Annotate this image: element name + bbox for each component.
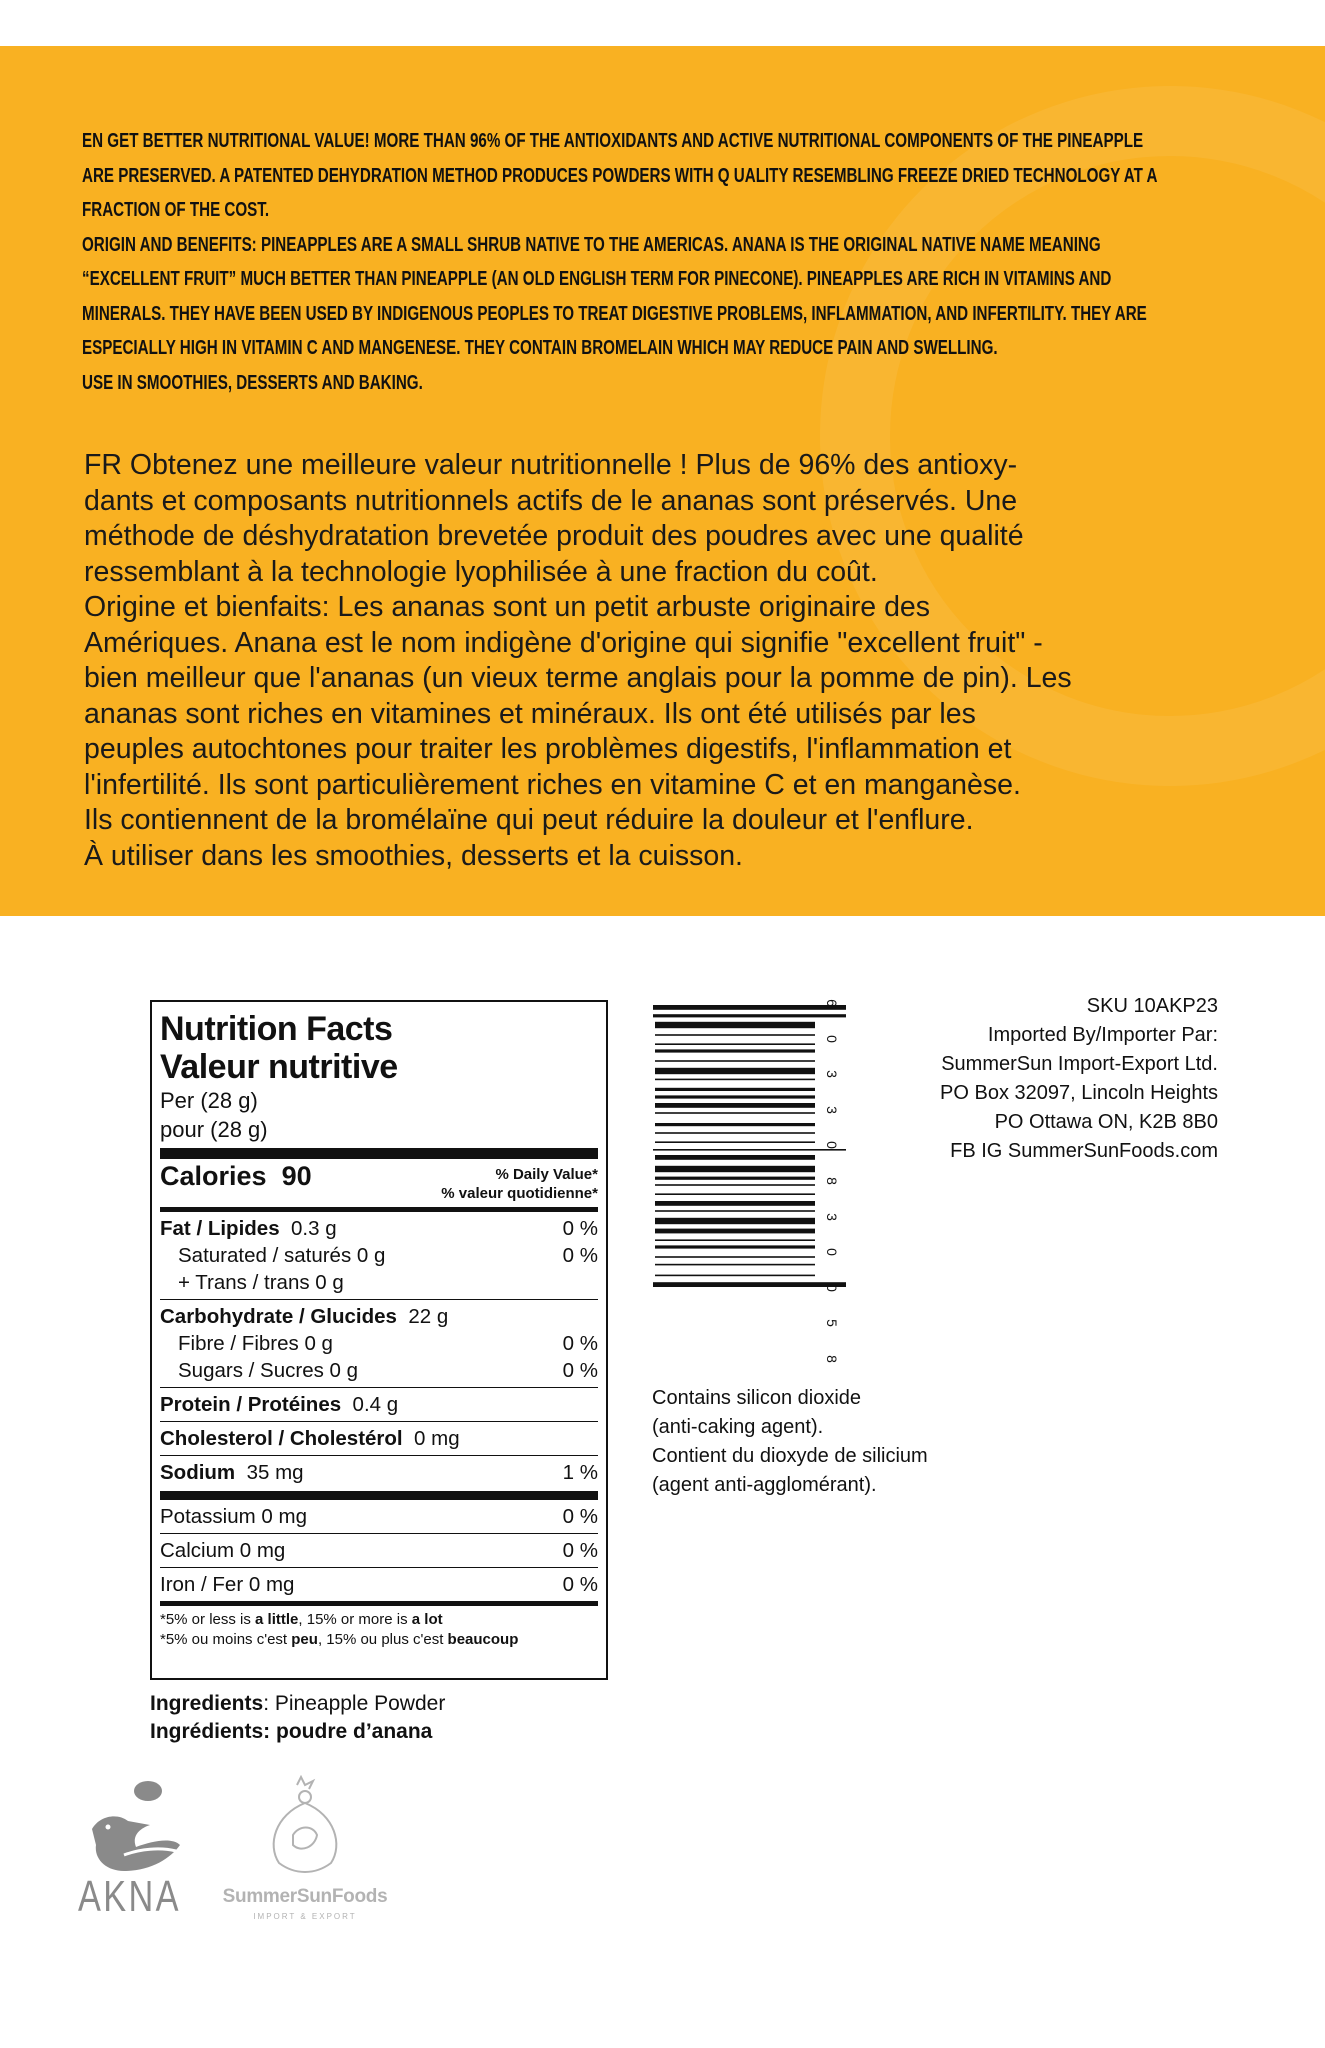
barcode-bar — [655, 1034, 815, 1036]
fr-line: ananas sont riches en vitamines et minéraux. Ils ont été utilisés par les — [84, 697, 976, 730]
calories — [160, 1161, 312, 1192]
barcode-bar — [655, 1245, 815, 1248]
fr-line: ressemblant à la technologie lyophilisée à une fraction du coût. — [84, 555, 878, 588]
calcium-row — [160, 1537, 598, 1564]
protein-label: Protein / Protéines — [160, 1393, 342, 1416]
sugars-dv: 0 % — [562, 1359, 598, 1382]
barcode-bar — [655, 1256, 815, 1258]
importer-line: Imported By/Importer Par: — [987, 1024, 1218, 1046]
iron-dv: 0 % — [562, 1573, 598, 1596]
summersun-logo — [255, 1775, 355, 1875]
iron-row — [160, 1571, 598, 1598]
additive-line: Contient du dioxyde de silicium — [652, 1445, 928, 1467]
cholesterol-row — [160, 1425, 598, 1452]
nutrition-title-fr: Valeur nutritive — [160, 1048, 398, 1086]
barcode-bar — [655, 1239, 815, 1241]
summersun-tagline: IMPORT & EXPORT — [253, 1912, 357, 1921]
iron-group — [160, 1568, 598, 1601]
akna-wordmark: AKNA — [78, 1872, 181, 1921]
saturated-trans-dv: 0 % — [562, 1244, 598, 1267]
barcode-bar — [655, 1132, 815, 1134]
footnote-emphasis: a lot — [411, 1611, 443, 1628]
additive-line: Contains silicon dioxide — [652, 1387, 862, 1409]
ingredients-fr: Ingrédients: poudre d’anana — [150, 1720, 433, 1743]
fr-line: Amériques. Anana est le nom indigène d'origine qui signifie "excellent fruit" - — [84, 626, 1043, 659]
barcode-bar — [655, 1043, 815, 1045]
additive-line: (anti-caking agent). — [652, 1416, 824, 1438]
ingredients — [150, 1690, 445, 1746]
sodium-label: Sodium — [160, 1461, 236, 1484]
saturated-label: Saturated / saturés 0 g — [178, 1244, 386, 1267]
en-line: ORIGIN AND BENEFITS: PINEAPPLES ARE A SMALL SHRUB NATIVE TO THE AMERICAS. ANANA IS THE ORIGINAL NATIVE NAME MEANING — [82, 232, 1101, 256]
fr-line: dants et composants nutritionnels actifs de le ananas sont préservés. Une — [84, 484, 1018, 517]
barcode-bar — [655, 1193, 815, 1195]
serving-size-en: Per (28 g) — [160, 1088, 258, 1113]
barcode-bar — [655, 1022, 815, 1028]
cholesterol-group — [160, 1422, 598, 1455]
barcode-bar — [655, 1201, 815, 1206]
barcode-digits — [818, 995, 846, 1367]
en-line: MINERALS. THEY HAVE BEEN USED BY INDIGENOUS PEOPLES TO TREAT DIGESTIVE PROBLEMS, INFLAMMATION, AND INFERTILITY. THEY ARE — [82, 301, 1147, 325]
footnote-text: , 15% ou plus c'est — [317, 1631, 448, 1648]
barcode-bar — [655, 1112, 815, 1114]
fr-line: À utiliser dans les smoothies, desserts et la cuisson. — [84, 839, 743, 872]
fat-row — [160, 1215, 598, 1242]
fr-line: méthode de déshydratation brevetée produit des poudres avec une qualité — [84, 520, 1024, 552]
carb-amount: 22 g — [408, 1305, 449, 1328]
summersun-wordmark: SummerSunFoods — [222, 1886, 388, 1907]
barcode-digit: 0 — [823, 1248, 840, 1257]
barcode-digit: 3 — [823, 1070, 840, 1079]
calcium-group — [160, 1534, 598, 1567]
fr-line: l'infertilité. Ils sont particulièrement riches en vitamine C et en manganèse. — [84, 768, 1021, 801]
serving-size-fr: pour (28 g) — [160, 1117, 268, 1142]
sku: SKU 10AKP23 — [1086, 995, 1218, 1017]
footnote-emphasis: beaucoup — [447, 1631, 519, 1648]
barcode-digit: 6 — [823, 999, 840, 1007]
potassium-label: Potassium 0 mg — [160, 1505, 307, 1528]
barcode-digit: 3 — [823, 1212, 840, 1221]
footnote-text: , 15% or more is — [298, 1611, 412, 1628]
nutrition-facts-table — [150, 1000, 608, 1680]
sodium-dv: 1 % — [562, 1461, 598, 1484]
divider-thick — [160, 1491, 598, 1500]
sodium-group — [160, 1456, 598, 1489]
daily-value-fr: % valeur quotidienne* — [441, 1185, 598, 1202]
ingredients-label: Ingredients — [150, 1692, 264, 1715]
fat-group — [160, 1212, 598, 1299]
description-panel — [0, 46, 1325, 916]
fibre-row — [160, 1330, 598, 1357]
fibre-label: Fibre / Fibres 0 g — [178, 1332, 333, 1355]
barcode-bar — [655, 1218, 815, 1224]
barcode-digit: 0 — [823, 1034, 840, 1043]
importer-info — [940, 992, 1218, 1166]
barcode-bar — [655, 1079, 815, 1081]
sodium-amount: 35 mg — [246, 1461, 304, 1484]
barcode-digit: 8 — [823, 1355, 840, 1363]
potassium-row — [160, 1503, 598, 1530]
sugars-label: Sugars / Sucres 0 g — [178, 1359, 359, 1382]
ingredients-en — [150, 1690, 445, 1718]
protein-row — [160, 1391, 598, 1418]
en-line: ESPECIALLY HIGH IN VITAMIN C AND MANGENESE. THEY CONTAIN BROMELAIN WHICH MAY REDUCE PAIN AND SWELLING. — [82, 336, 998, 359]
sodium-row — [160, 1459, 598, 1486]
saturated-row — [160, 1242, 598, 1269]
cholesterol-label: Cholesterol / Cholestérol — [160, 1427, 403, 1450]
barcode-bar — [655, 1123, 815, 1126]
fr-line: Origine et bienfaits: Les ananas sont un petit arbuste originaire des — [84, 591, 931, 623]
barcode-bar — [655, 1155, 815, 1160]
barcode-bar — [655, 1141, 815, 1143]
barcode-bar — [655, 1177, 815, 1180]
barcode-bar — [655, 1103, 815, 1108]
footnote-fr — [160, 1630, 598, 1650]
daily-value-header — [441, 1161, 598, 1203]
trans-label: + Trans / trans 0 g — [178, 1271, 344, 1294]
ingredients-value: : Pineapple Powder — [263, 1692, 446, 1715]
barcode-bar — [655, 1088, 815, 1091]
barcode-bar — [655, 1060, 815, 1062]
barcode-bar — [655, 1184, 815, 1186]
protein-group — [160, 1388, 598, 1421]
iron-label: Iron / Fer 0 mg — [160, 1573, 295, 1596]
sugars-row — [160, 1357, 598, 1384]
en-line: ARE PRESERVED. A PATENTED DEHYDRATION METHOD PRODUCES POWDERS WITH Q UALITY RESEMBLING FREEZE DRIED TECHNOLOGY AT A — [82, 163, 1158, 187]
en-line: FRACTION OF THE COST. — [82, 198, 270, 221]
nutrition-title-en: Nutrition Facts — [160, 1010, 393, 1048]
additive-note — [652, 1384, 928, 1500]
protein-amount: 0.4 g — [352, 1393, 399, 1416]
barcode-digit: 0 — [823, 1283, 840, 1292]
barcode-bar — [655, 1275, 815, 1277]
barcode-bar — [655, 1068, 815, 1074]
daily-value-en: % Daily Value* — [495, 1166, 598, 1183]
footnote-text: *5% ou moins c'est — [160, 1631, 292, 1648]
divider-thick — [160, 1148, 598, 1159]
fat-amount: 0.3 g — [291, 1217, 337, 1240]
calcium-label: Calcium 0 mg — [160, 1539, 286, 1562]
barcode-bar — [655, 1210, 815, 1212]
trans-row — [160, 1269, 598, 1296]
importer-line: SummerSun Import-Export Ltd. — [941, 1053, 1218, 1075]
social-line: FB IG SummerSunFoods.com — [950, 1140, 1218, 1162]
calories-label: Calories — [160, 1161, 267, 1191]
calories-value: 90 — [281, 1161, 312, 1191]
footnote-text: *5% or less is — [160, 1611, 256, 1628]
barcode-digit: 3 — [823, 1105, 840, 1114]
barcode-bar — [655, 1264, 815, 1266]
importer-line: PO Ottawa ON, K2B 8B0 — [994, 1111, 1218, 1133]
barcode-digit: 8 — [823, 1177, 840, 1185]
barcode-bar — [655, 1095, 815, 1098]
carb-label: Carbohydrate / Glucides — [160, 1305, 397, 1328]
barcode-bar — [655, 1049, 815, 1052]
barcode-digit: 0 — [823, 1141, 840, 1150]
footnote-emphasis: peu — [291, 1631, 318, 1648]
calcium-dv: 0 % — [562, 1539, 598, 1562]
en-line: “EXCELLENT FRUIT” MUCH BETTER THAN PINEAPPLE (AN OLD ENGLISH TERM FOR PINECONE). PINEAPPLES ARE RICH IN VITAMINS AND — [82, 267, 1112, 290]
calories-row — [160, 1159, 598, 1207]
fibre-dv: 0 % — [562, 1332, 598, 1355]
importer-line: PO Box 32097, Lincoln Heights — [940, 1082, 1218, 1104]
english-description — [82, 124, 1251, 400]
footnote-emphasis: a little — [255, 1611, 299, 1628]
additive-line: (agent anti-agglomérant). — [652, 1474, 877, 1496]
fr-line: Ils contiennent de la bromélaïne qui peut réduire la douleur et l'enflure. — [84, 804, 974, 836]
footnote — [160, 1606, 598, 1650]
fr-line: peuples autochtones pour traiter les problèmes digestifs, l'inflammation et — [84, 733, 1012, 765]
en-line: EN GET BETTER NUTRITIONAL VALUE! MORE THAN 96% OF THE ANTIOXIDANTS AND ACTIVE NUTRITIONAL COMPONENTS OF THE PINEAPPLE — [82, 129, 1144, 152]
potassium-dv: 0 % — [562, 1505, 598, 1528]
barcode-bar — [655, 1166, 815, 1172]
cholesterol-amount: 0 mg — [414, 1427, 460, 1450]
fat-dv: 0 % — [562, 1217, 598, 1240]
barcode-digit: 5 — [823, 1319, 840, 1328]
fat-label: Fat / Lipides — [160, 1217, 280, 1240]
footnote-en — [160, 1610, 598, 1630]
carb-row — [160, 1303, 598, 1330]
barcode-bar — [655, 1229, 815, 1234]
fr-line: FR Obtenez une meilleure valeur nutritionnelle ! Plus de 96% des antioxy- — [84, 449, 1018, 481]
fr-line: bien meilleur que l'ananas (un vieux terme anglais pour la pomme de pin). Les — [84, 662, 1072, 694]
en-line: USE IN SMOOTHIES, DESSERTS AND BAKING. — [82, 370, 423, 394]
potassium-group — [160, 1500, 598, 1533]
french-description — [84, 448, 1259, 874]
carb-group — [160, 1300, 598, 1387]
